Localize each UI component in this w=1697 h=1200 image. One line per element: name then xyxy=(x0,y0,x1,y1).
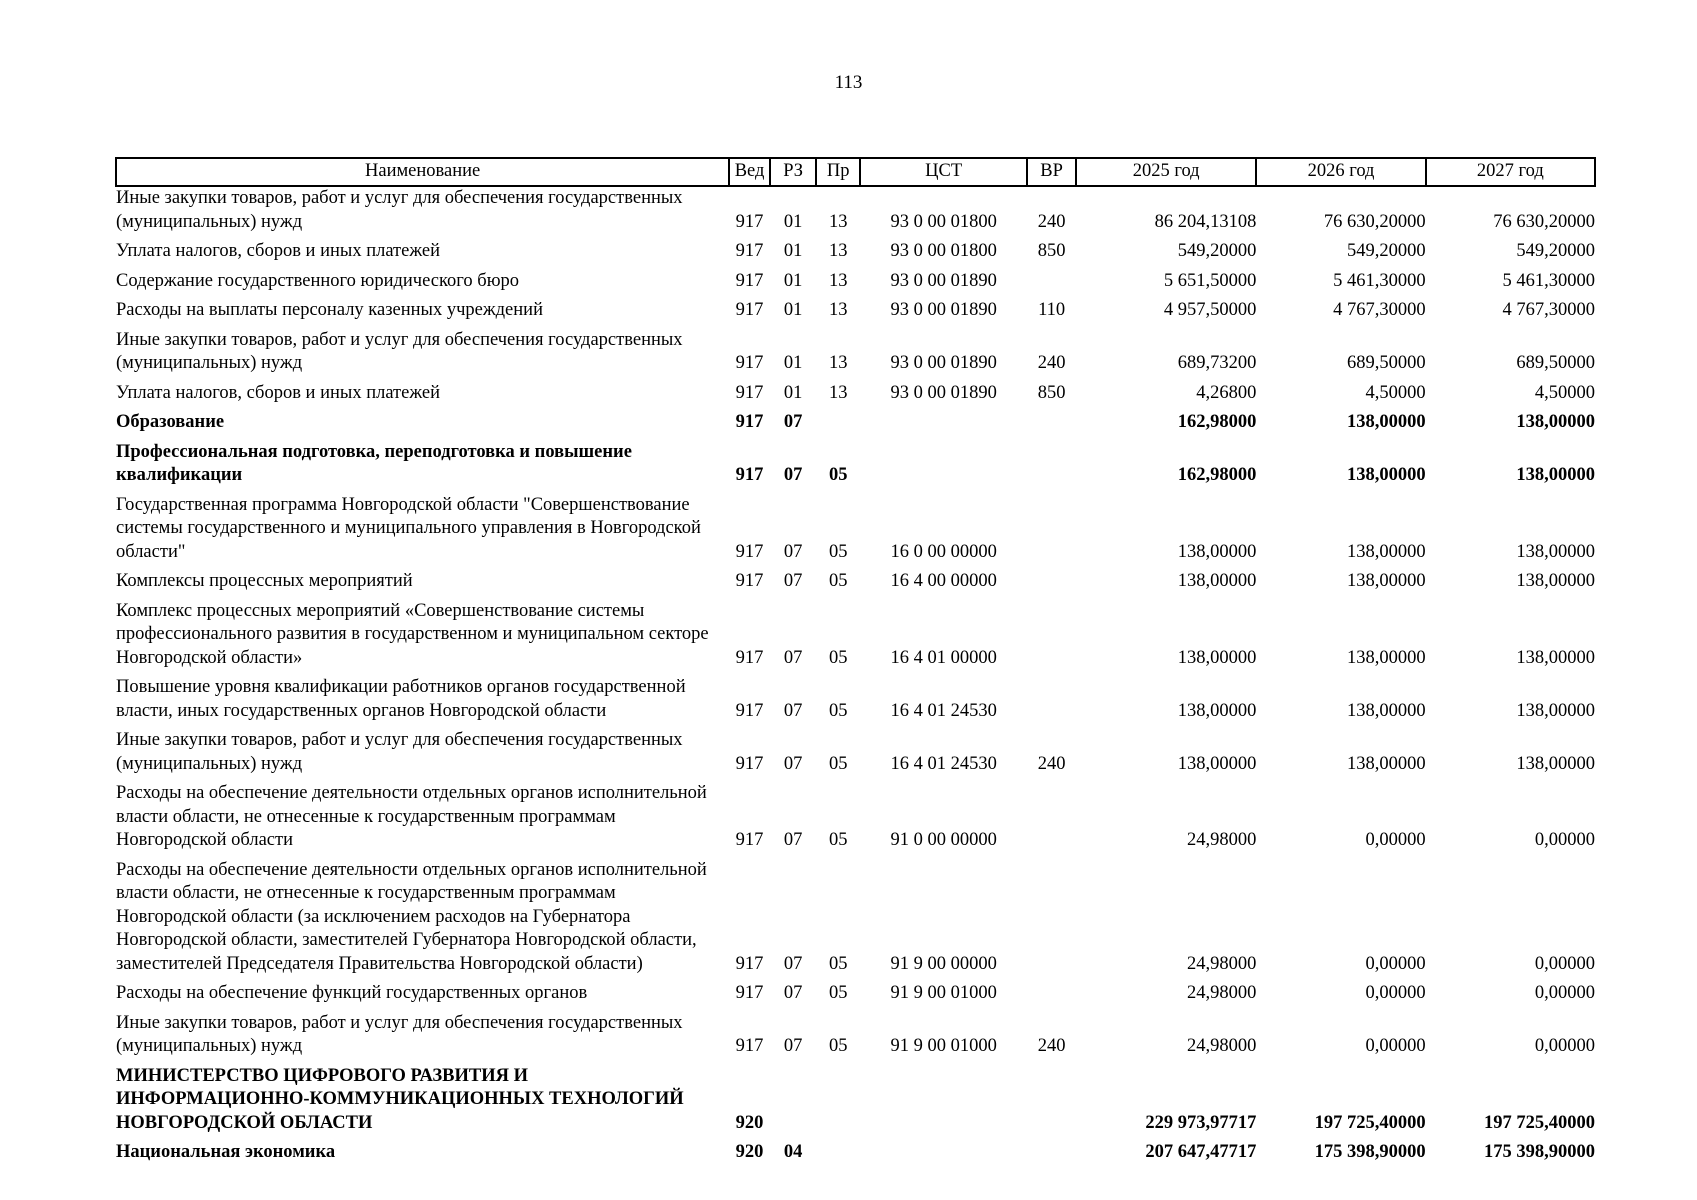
row-2026-amount: 0,00000 xyxy=(1365,953,1426,974)
row-cst xyxy=(860,1059,1027,1136)
row-pr: 13 xyxy=(828,211,848,232)
row-2026-amount: 138,00000 xyxy=(1347,753,1426,774)
row-2027-amount: 138,00000 xyxy=(1516,700,1595,721)
row-vr: 240 xyxy=(1037,211,1066,232)
row-name: Профессиональная подготовка, переподготовка и повышение квалификации xyxy=(116,441,632,485)
row-rz: 07 xyxy=(783,700,803,721)
row-2026-amount: 175 398,90000 xyxy=(1314,1142,1426,1162)
header-2027: 2027 год xyxy=(1426,158,1595,186)
row-ved: 917 xyxy=(735,753,764,774)
row-ved: 917 xyxy=(735,211,764,232)
row-ved: 917 xyxy=(735,300,764,320)
row-name: Расходы на обеспечение функций государственных органов xyxy=(116,983,588,1003)
row-rz xyxy=(770,1059,817,1136)
row-rz: 04 xyxy=(783,1142,803,1162)
row-2025-amount: 138,00000 xyxy=(1177,647,1257,668)
row-2026-amount: 4 767,30000 xyxy=(1333,300,1426,320)
row-2027-amount: 138,00000 xyxy=(1516,465,1595,485)
row-2026-amount: 0,00000 xyxy=(1365,983,1426,1003)
table-row xyxy=(116,264,1595,294)
row-name: Образование xyxy=(116,412,225,432)
row-vr xyxy=(1027,976,1076,1006)
row-2025-amount: 138,00000 xyxy=(1177,700,1257,721)
table-row xyxy=(116,323,1595,376)
row-vr xyxy=(1027,670,1076,723)
row-vr: 110 xyxy=(1038,300,1066,320)
row-2025-amount: 229 973,97717 xyxy=(1145,1112,1257,1133)
row-ved: 917 xyxy=(735,1036,764,1056)
row-pr: 05 xyxy=(828,571,848,591)
row-cst: 93 0 00 01890 xyxy=(890,300,997,320)
table-row xyxy=(116,723,1595,776)
row-2025-amount: 138,00000 xyxy=(1177,753,1257,774)
row-cst: 16 4 01 00000 xyxy=(890,647,997,668)
row-name: Расходы на выплаты персоналу казенных учреждений xyxy=(116,300,543,320)
header-vr: ВР xyxy=(1027,158,1076,186)
row-ved: 917 xyxy=(735,700,764,721)
row-pr: 05 xyxy=(828,647,848,668)
header-name: Наименование xyxy=(116,158,729,186)
row-name: Комплекс процессных мероприятий «Совершенствование системы профессионального развития в государственном и муниципальном секторе Новгородской области» xyxy=(116,600,709,668)
row-name: Иные закупки товаров, работ и услуг для обеспечения государственных (муниципальных) нужд xyxy=(116,188,683,232)
row-rz: 07 xyxy=(783,541,803,562)
row-vr: 240 xyxy=(1037,1036,1066,1056)
table-row xyxy=(116,376,1595,406)
row-pr: 13 xyxy=(828,270,848,291)
header-rz: РЗ xyxy=(770,158,817,186)
row-2027-amount: 4,50000 xyxy=(1534,382,1595,403)
row-pr: 05 xyxy=(828,541,848,562)
row-rz: 07 xyxy=(783,983,803,1003)
row-cst: 93 0 00 01800 xyxy=(890,211,997,232)
row-2026-amount: 138,00000 xyxy=(1347,700,1426,721)
row-pr: 05 xyxy=(828,953,848,974)
row-vr: 850 xyxy=(1037,382,1066,403)
row-cst xyxy=(860,405,1027,435)
row-ved: 917 xyxy=(735,647,764,668)
row-rz: 07 xyxy=(783,753,803,774)
row-pr: 05 xyxy=(828,753,848,774)
row-vr: 240 xyxy=(1037,353,1066,373)
header-2026: 2026 год xyxy=(1256,158,1425,186)
row-pr xyxy=(816,1135,860,1165)
row-ved: 917 xyxy=(735,953,764,974)
row-2027-amount: 5 461,30000 xyxy=(1502,270,1595,291)
row-2027-amount: 138,00000 xyxy=(1516,571,1595,591)
row-2025-amount: 24,98000 xyxy=(1187,983,1257,1003)
row-rz: 01 xyxy=(783,270,803,291)
row-2026-amount: 549,20000 xyxy=(1347,241,1426,261)
row-name: Повышение уровня квалификации работников органов государственной власти, иных государственных органов Новгородской области xyxy=(116,677,686,721)
row-rz: 07 xyxy=(783,830,803,850)
row-2027-amount: 4 767,30000 xyxy=(1502,300,1595,320)
row-2026-amount: 138,00000 xyxy=(1347,412,1426,432)
row-ved: 917 xyxy=(735,830,764,850)
row-ved: 917 xyxy=(735,465,764,485)
table-row xyxy=(116,594,1595,671)
row-name: Расходы на обеспечение деятельности отдельных органов исполнительной власти области, не отнесенные к государственным программам Новгородской области xyxy=(116,783,707,850)
table-header xyxy=(116,158,1595,186)
table-row xyxy=(116,1059,1595,1136)
row-2027-amount: 689,50000 xyxy=(1516,353,1595,373)
row-2026-amount: 138,00000 xyxy=(1347,465,1426,485)
row-2025-amount: 549,20000 xyxy=(1177,241,1257,261)
table-row xyxy=(116,670,1595,723)
row-ved: 917 xyxy=(735,270,764,291)
table-row xyxy=(116,976,1595,1006)
row-ved: 917 xyxy=(735,241,764,261)
row-name: Уплата налогов, сборов и иных платежей xyxy=(116,382,441,403)
table-row xyxy=(116,293,1595,323)
row-ved: 917 xyxy=(735,541,764,562)
row-cst: 91 0 00 00000 xyxy=(890,830,997,850)
row-2027-amount: 0,00000 xyxy=(1534,953,1595,974)
row-2025-amount: 4 957,50000 xyxy=(1163,300,1257,320)
row-2027-amount: 76 630,20000 xyxy=(1493,211,1595,232)
header-2025: 2025 год xyxy=(1076,158,1256,186)
row-cst: 16 4 01 24530 xyxy=(890,753,997,774)
row-2025-amount: 162,98000 xyxy=(1177,412,1257,432)
row-rz: 01 xyxy=(783,241,803,261)
row-pr xyxy=(816,405,860,435)
row-pr: 05 xyxy=(828,1036,848,1056)
row-2027-amount: 138,00000 xyxy=(1516,753,1595,774)
row-2027-amount: 175 398,90000 xyxy=(1484,1142,1595,1162)
table-body xyxy=(116,186,1595,1165)
row-2027-amount: 0,00000 xyxy=(1534,830,1595,850)
row-2025-amount: 4,26800 xyxy=(1196,382,1257,403)
row-2026-amount: 138,00000 xyxy=(1347,541,1426,562)
row-cst: 16 4 01 24530 xyxy=(890,700,997,721)
row-2025-amount: 86 204,13108 xyxy=(1154,211,1257,232)
table-row xyxy=(116,853,1595,977)
row-pr: 05 xyxy=(828,700,848,721)
row-2025-amount: 138,00000 xyxy=(1177,541,1257,562)
row-2025-amount: 24,98000 xyxy=(1187,1036,1257,1056)
row-vr xyxy=(1027,776,1076,853)
row-ved: 917 xyxy=(735,571,764,591)
row-vr: 850 xyxy=(1037,241,1066,261)
row-2025-amount: 24,98000 xyxy=(1187,830,1257,850)
row-2027-amount: 138,00000 xyxy=(1516,647,1595,668)
row-2025-amount: 5 651,50000 xyxy=(1163,270,1257,291)
row-2026-amount: 4,50000 xyxy=(1365,382,1426,403)
row-vr xyxy=(1027,435,1076,488)
row-cst: 16 4 00 00000 xyxy=(890,571,997,591)
row-rz: 07 xyxy=(783,953,803,974)
row-pr xyxy=(816,1059,860,1136)
row-cst: 91 9 00 01000 xyxy=(890,1036,997,1056)
row-rz: 07 xyxy=(783,1036,803,1056)
table-row xyxy=(116,186,1595,234)
row-rz: 01 xyxy=(783,382,803,403)
row-name: Содержание государственного юридического бюро xyxy=(116,270,520,291)
row-2026-amount: 138,00000 xyxy=(1347,571,1426,591)
row-2025-amount: 162,98000 xyxy=(1177,465,1257,485)
budget-table xyxy=(115,157,1596,1165)
row-pr: 13 xyxy=(828,382,848,403)
row-vr xyxy=(1027,1135,1076,1165)
row-cst: 91 9 00 00000 xyxy=(890,953,997,974)
row-2025-amount: 689,73200 xyxy=(1177,353,1257,373)
table-row xyxy=(116,776,1595,853)
row-cst: 16 0 00 00000 xyxy=(890,541,997,562)
row-cst: 93 0 00 01890 xyxy=(890,353,997,373)
row-2025-amount: 207 647,47717 xyxy=(1145,1142,1257,1162)
row-2025-amount: 138,00000 xyxy=(1177,571,1257,591)
row-ved: 917 xyxy=(735,412,764,432)
row-ved: 920 xyxy=(735,1112,764,1133)
row-vr xyxy=(1027,564,1076,594)
table-row xyxy=(116,435,1595,488)
row-2026-amount: 197 725,40000 xyxy=(1314,1112,1426,1133)
table-row xyxy=(116,564,1595,594)
table-row xyxy=(116,1135,1595,1165)
row-name: Национальная экономика xyxy=(116,1142,336,1162)
table-row xyxy=(116,405,1595,435)
row-name: Комплексы процессных мероприятий xyxy=(116,571,413,591)
row-ved: 917 xyxy=(735,382,764,403)
row-vr xyxy=(1027,594,1076,671)
row-vr xyxy=(1027,1059,1076,1136)
row-pr: 13 xyxy=(828,353,848,373)
row-2026-amount: 5 461,30000 xyxy=(1333,270,1426,291)
row-name: Иные закупки товаров, работ и услуг для обеспечения государственных (муниципальных) нужд xyxy=(116,1012,683,1056)
row-pr: 13 xyxy=(828,241,848,261)
row-2027-amount: 197 725,40000 xyxy=(1484,1112,1595,1133)
row-rz: 01 xyxy=(783,300,803,320)
row-2027-amount: 138,00000 xyxy=(1516,412,1595,432)
row-2026-amount: 689,50000 xyxy=(1347,353,1426,373)
row-2027-amount: 0,00000 xyxy=(1534,983,1595,1003)
row-2026-amount: 0,00000 xyxy=(1365,830,1426,850)
row-cst: 93 0 00 01890 xyxy=(890,270,997,291)
header-pr: Пр xyxy=(816,158,860,186)
row-cst: 93 0 00 01800 xyxy=(890,241,997,261)
row-2026-amount: 76 630,20000 xyxy=(1323,211,1426,232)
row-vr xyxy=(1027,264,1076,294)
row-rz: 07 xyxy=(783,647,803,668)
table-row xyxy=(116,488,1595,565)
row-vr xyxy=(1027,405,1076,435)
row-pr: 13 xyxy=(828,300,848,320)
row-pr: 05 xyxy=(828,983,848,1003)
row-rz: 07 xyxy=(783,571,803,591)
row-cst xyxy=(860,435,1027,488)
row-cst: 91 9 00 01000 xyxy=(890,983,997,1003)
row-vr xyxy=(1027,853,1076,977)
row-rz: 07 xyxy=(783,412,803,432)
row-name: Уплата налогов, сборов и иных платежей xyxy=(116,241,441,261)
row-pr: 05 xyxy=(828,830,848,850)
row-rz: 01 xyxy=(783,353,803,373)
row-2026-amount: 138,00000 xyxy=(1347,647,1426,668)
header-ved: Вед xyxy=(729,158,770,186)
row-vr xyxy=(1027,488,1076,565)
row-rz: 01 xyxy=(783,211,803,232)
row-name: Государственная программа Новгородской области "Совершенствование системы государственного и муниципального управления в Новгородской области" xyxy=(116,494,701,562)
row-name: Иные закупки товаров, работ и услуг для обеспечения государственных (муниципальных) нужд xyxy=(116,730,683,774)
row-ved: 917 xyxy=(735,983,764,1003)
row-cst xyxy=(860,1135,1027,1165)
row-ved: 917 xyxy=(735,353,764,373)
row-2027-amount: 138,00000 xyxy=(1516,541,1595,562)
page-number: 113 xyxy=(834,72,863,93)
table-row xyxy=(116,234,1595,264)
row-2025-amount: 24,98000 xyxy=(1187,953,1257,974)
row-rz: 07 xyxy=(783,465,803,485)
row-name: Расходы на обеспечение деятельности отдельных органов исполнительной власти области, не отнесенные к государственным программам Новгородской области (за исключением расходов на Губернатора Новгородской области, заместителей Губернатора Новгородской области, заместителей Председателя Правительства Новгородской области) xyxy=(116,859,707,974)
row-ved: 920 xyxy=(735,1142,764,1162)
row-cst: 93 0 00 01890 xyxy=(890,382,997,403)
header-cst: ЦСТ xyxy=(860,158,1027,186)
row-name: Иные закупки товаров, работ и услуг для обеспечения государственных (муниципальных) нужд xyxy=(116,329,683,373)
table-row xyxy=(116,1006,1595,1059)
row-2027-amount: 0,00000 xyxy=(1534,1036,1595,1056)
row-2026-amount: 0,00000 xyxy=(1365,1036,1426,1056)
row-pr: 05 xyxy=(828,465,848,485)
row-name: МИНИСТЕРСТВО ЦИФРОВОГО РАЗВИТИЯ И ИНФОРМАЦИОННО-КОММУНИКАЦИОННЫХ ТЕХНОЛОГИЙ НОВГОРОДСКОЙ ОБЛАСТИ xyxy=(116,1065,684,1133)
row-vr: 240 xyxy=(1037,753,1066,774)
row-2027-amount: 549,20000 xyxy=(1516,241,1595,261)
